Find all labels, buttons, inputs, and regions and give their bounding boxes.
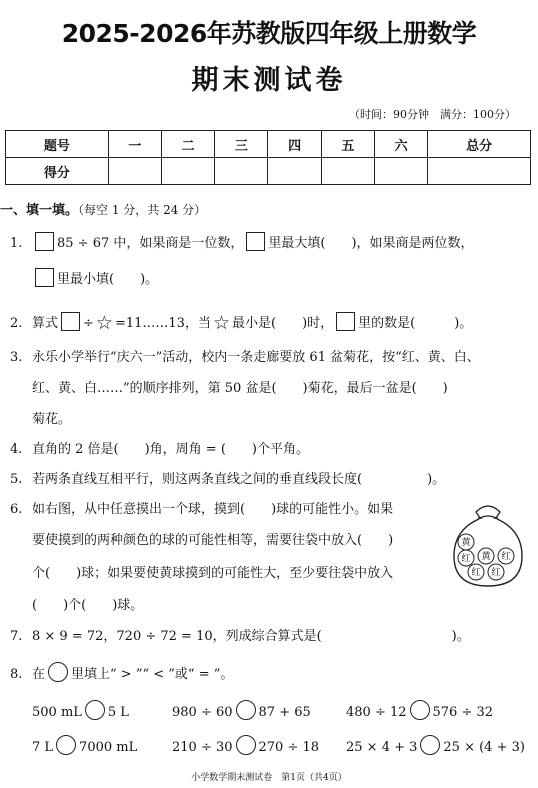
question-text: 里最小填( )。 — [57, 272, 159, 287]
question-6-line-2: 要使摸到的两种颜色的球的可能性相等，需要往袋中放入( ) — [32, 533, 394, 548]
compare-item — [346, 700, 493, 722]
score-header-cell: 一 — [108, 131, 161, 158]
score-cell[interactable] — [161, 158, 214, 185]
compare-right: 25 × (4 + 3) — [443, 740, 525, 755]
compare-right: 87 + 65 — [258, 705, 311, 720]
question-number: 7. — [10, 629, 23, 644]
question-1-line-1 — [10, 232, 474, 253]
compare-item — [346, 735, 525, 757]
question-1-line-2 — [32, 268, 158, 289]
compare-right: 5 L — [107, 705, 129, 720]
ball-label: 红 — [461, 554, 471, 564]
score-cell[interactable] — [321, 158, 374, 185]
compare-left: 7 L — [32, 740, 54, 755]
question-text: =11……13，当 — [114, 316, 211, 331]
bag-icon — [448, 498, 528, 590]
blank-box[interactable] — [35, 232, 54, 251]
question-text: 在 — [32, 667, 46, 682]
question-2 — [10, 312, 472, 333]
compare-right: 270 ÷ 18 — [258, 740, 320, 755]
question-text: 永乐小学举行“庆六一”活动，校内一条走廊要放 61 盆菊花，按“红、黄、白、 — [32, 350, 480, 365]
question-3-line-1 — [10, 349, 480, 367]
compare-circle[interactable] — [56, 735, 76, 755]
score-table — [5, 130, 531, 185]
section-title: 一、填一填。 — [0, 203, 79, 218]
question-8 — [10, 662, 233, 684]
score-header-cell: 六 — [375, 131, 428, 158]
question-text: 如右图，从中任意摸出一个球，摸到( )球的可能性小。如果 — [32, 502, 394, 517]
question-text: 最小是( )时， — [232, 316, 334, 331]
compare-circle[interactable] — [85, 700, 105, 720]
ball-label: 红 — [471, 568, 481, 578]
question-6-line-4: ( )个( )球。 — [32, 598, 144, 613]
ball-bag-illustration — [448, 498, 528, 594]
score-table-score-row — [6, 158, 531, 185]
ball-label: 黄 — [461, 538, 471, 548]
score-cell[interactable] — [215, 158, 268, 185]
compare-circle[interactable] — [420, 735, 440, 755]
question-3-line-3: 菊花。 — [32, 412, 72, 427]
score-cell[interactable] — [268, 158, 321, 185]
question-6-line-1 — [10, 501, 393, 519]
question-text: 里填上“ > ”“ < ”或“ = ”。 — [71, 667, 234, 682]
compare-left: 500 mL — [32, 705, 82, 720]
score-row-label: 得分 — [6, 158, 109, 185]
compare-right: 7000 mL — [79, 740, 138, 755]
question-text: 直角的 2 倍是( )角，周角 = ( )个平角。 — [32, 442, 309, 457]
question-6-line-3: 个( )球；如果要使黄球摸到的可能性大，至少要往袋中放入 — [32, 566, 394, 581]
question-text: 8 × 9 = 72，720 ÷ 72 = 10，列成综合算式是( )。 — [32, 629, 470, 644]
compare-left: 25 × 4 + 3 — [346, 740, 418, 755]
compare-circle[interactable] — [410, 700, 430, 720]
ball-label: 红 — [491, 568, 501, 578]
question-4 — [10, 441, 309, 459]
star-icon: ☆ — [95, 312, 113, 334]
question-number: 6. — [10, 502, 23, 517]
compare-item — [32, 700, 129, 722]
score-header-cell: 三 — [215, 131, 268, 158]
question-number: 8. — [10, 667, 23, 682]
question-text: 里最大填( )，如果商是两位数， — [268, 236, 474, 251]
compare-right: 576 ÷ 32 — [432, 705, 494, 720]
blank-box[interactable] — [35, 268, 54, 287]
question-7 — [10, 628, 470, 646]
exam-subtitle: 期末测试卷 — [191, 65, 347, 96]
score-table-header-row — [6, 131, 531, 158]
question-5 — [10, 471, 445, 489]
page-title: 2025-2026年苏教版四年级上册数学 — [61, 19, 477, 48]
blank-box[interactable] — [336, 312, 355, 331]
star-icon: ☆ — [212, 312, 230, 334]
blank-box[interactable] — [61, 312, 80, 331]
question-number: 4. — [10, 442, 23, 457]
compare-item — [172, 735, 319, 757]
score-cell[interactable] — [428, 158, 531, 185]
circle-icon — [48, 662, 68, 682]
ball-label: 红 — [501, 552, 511, 562]
compare-item — [32, 735, 137, 757]
question-3-line-2: 红、黄、白……”的顺序排列，第 50 盆是( )菊花，最后一盆是( ) — [32, 381, 448, 396]
question-text: ÷ — [83, 316, 94, 331]
score-cell[interactable] — [108, 158, 161, 185]
question-number: 3. — [10, 350, 23, 365]
compare-left: 980 ÷ 60 — [172, 705, 233, 720]
score-cell[interactable] — [375, 158, 428, 185]
blank-box[interactable] — [246, 232, 265, 251]
ball-label: 黄 — [481, 552, 491, 562]
score-header-cell: 五 — [321, 131, 374, 158]
question-text: 算式 — [32, 316, 59, 331]
compare-left: 480 ÷ 12 — [346, 705, 407, 720]
compare-circle[interactable] — [236, 735, 256, 755]
question-text: 85 ÷ 67 中，如果商是一位数， — [57, 236, 244, 251]
score-header-cell: 总分 — [428, 131, 531, 158]
question-text: 若两条直线互相平行，则这两条直线之间的垂直线段长度( )。 — [32, 472, 446, 487]
score-header-cell: 四 — [268, 131, 321, 158]
compare-circle[interactable] — [236, 700, 256, 720]
page-footer: 小学数学期末测试卷 第1页（共4页） — [191, 773, 347, 783]
section-note: （每空 1 分，共 24 分） — [78, 203, 207, 217]
section-heading — [0, 199, 206, 218]
question-text: 里的数是( )。 — [358, 316, 473, 331]
compare-left: 210 ÷ 30 — [172, 740, 233, 755]
question-number: 5. — [10, 472, 23, 487]
question-number: 1. — [10, 236, 23, 251]
score-header-cell: 二 — [161, 131, 214, 158]
compare-item — [172, 700, 311, 722]
score-header-cell: 题号 — [6, 131, 109, 158]
question-number: 2. — [10, 316, 23, 331]
time-score-info: （时间：90分钟 满分：100分） — [349, 108, 516, 121]
